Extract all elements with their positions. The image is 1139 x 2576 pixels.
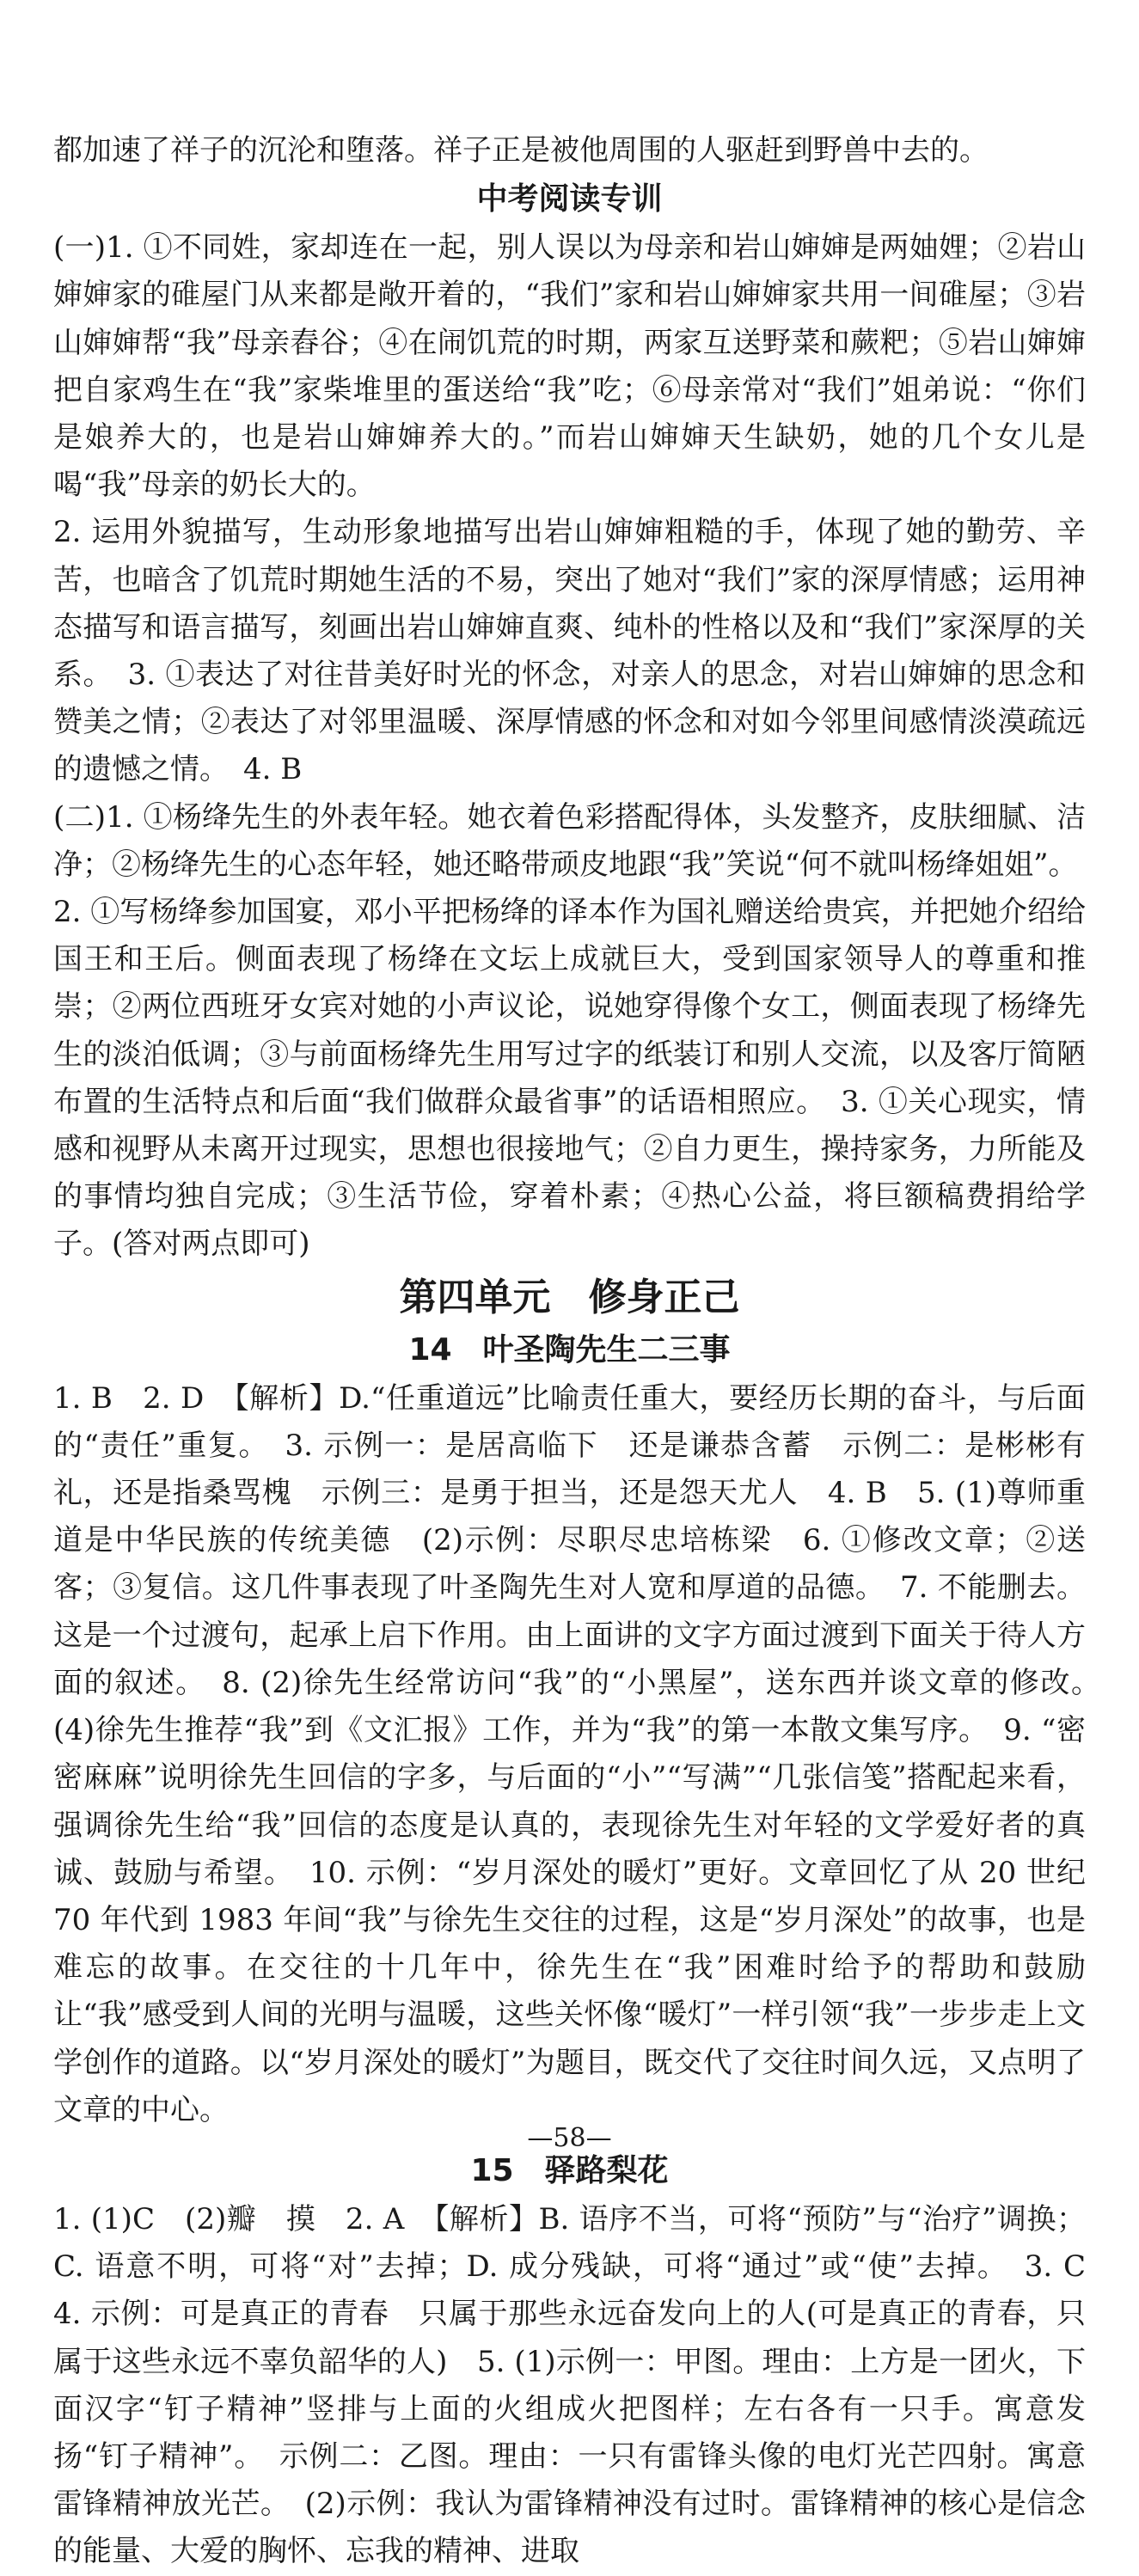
page-number: —58— (527, 2123, 612, 2153)
intro-paragraph: 都加速了祥子的沉沦和堕落。祥子正是被他周围的人驱赶到野兽中去的。 (53, 133, 989, 168)
lesson-heading-14: 14 叶圣陶先生二三事 (408, 1331, 731, 1368)
answer-paragraph-4: 2. ①写杨绛参加国宴，邓小平把杨绛的译本作为国礼赠送给贵宾，并把她介绍给国王和王后。侧面表现了杨绛在文坛上成就巨大，受到国家领导人的尊重和推崇；②两位西班牙女宾对她的小声议论，说她穿得像个女工，侧面表现了杨绛先生的淡泊低调；③与前面杨绛先生用写过字的纸装订和别人交流，以及客厅简陋布置的生活特点和后面“我们做群众最省事”的话语相照应。 3. ①关心现实，情感和视野从未离开过现实，思想也很接地气；②自力更生，操持家务，力所能及的事情均独自完成；③生活节俭，穿着朴素；④热心公益，将巨额稿费捐给学子。(答对两点即可) (53, 895, 1086, 1262)
answer-paragraph-6: 1. (1)C (2)瓣 摸 2. A 【解析】B. 语序不当，可将“预防”与“治疗”调换；C. 语意不明，可将“对”去掉；D. 成分残缺，可将“通过”或“使”去掉。 3. C 4. 示例：可是真正的青春 只属于那些永远奋发向上的人(可是真正的青春，只属于这些永远不辜负韶华的人) 5. (1)示例一：甲图。理由：上方是一团火，下面汉字“钉子精神”竖排与上面的火组成火把图样；左右各有一只手。寓意发扬“钉子精神”。 示例二：乙图。理由：一只有雷锋头像的电灯光芒四射。寓意雷锋精神放光芒。 (2)示例：我认为雷锋精神没有过时。雷锋精神的核心是信念的能量、大爱的胸怀、忘我的精神、进取 (53, 2201, 1115, 2569)
answer-paragraph-2: 2. 运用外貌描写，生动形象地描写出岩山婶婶粗糙的手，体现了她的勤劳、辛苦，也暗含了饥荒时期她生活的不易，突出了她对“我们”家的深厚情感；运用神态描写和语言描写，刻画出岩山婶婶直爽、纯朴的性格以及和“我们”家深厚的关系。 3. ①表达了对往昔美好时光的怀念，对亲人的思念，对岩山婶婶的思念和赞美之情；②表达了对邻里温暖、深厚情感的怀念和对如今邻里间感情淡漠疏远的遗憾之情。 4. B (53, 515, 1086, 787)
lesson-heading-15: 15 驿路梨花 (470, 2152, 669, 2188)
answer-paragraph-5: 1. B 2. D 【解析】D.“任重道远”比喻责任重大，要经历长期的奋斗，与后面的“责任”重复。 3. 示例一：是居高临下 还是谦恭含蓄 示例二：是彬彬有礼，还是指桑骂槐 示例三：是勇于担当，还是怨天尤人 4. B 5. (1)尊师重道是中华民族的传统美德 (2)示例：尽职尽忠培栋梁 6. ①修改文章；②送客；③复信。这几件事表现了叶圣陶先生对人宽和厚道的品德。 7. 不能删去。这是一个过渡句，起承上启下作用。由上面讲的文字方面过渡到下面关于待人方面的叙述。 8. (2)徐先生经常访问“我”的“小黑屋”，送东西并谈文章的修改。 (4)徐先生推荐“我”到《文汇报》工作，并为“我”的第一本散文集写序。 9. “密密麻麻”说明徐先生回信的字多，与后面的“小”“写满”“几张信笺”搭配起来看，强调徐先生给“我”回信的态度是认真的，表现徐先生对年轻的文学爱好者的真诚、鼓励与希望。 10. 示例：“岁月深处的暖灯”更好。文章回忆了从 20 世纪 70 年代到 1983 年间“我”与徐先生交往的过程，这是“岁月深处”的故事，也是难忘的故事。在交往的十几年中，徐先生在“我”困难时给予的帮助和鼓励让“我”感受到人间的光明与温暖，这些关怀像“暖灯”一样引领“我”一步步走上文学创作的道路。以“岁月深处的暖灯”为题目，既交代了交往时间久远，又点明了文章的中心。 (53, 1380, 1115, 2127)
section-heading-reading: 中考阅读专训 (476, 181, 663, 217)
answer-paragraph-3: (二)1. ①杨绛先生的外表年轻。她衣着色彩搭配得体，头发整齐，皮肤细腻、洁净；②杨绛先生的心态年轻，她还略带顽皮地跟“我”笑说“何不就叫杨绛姐姐”。 (53, 799, 1086, 882)
unit-heading: 第四单元 修身正己 (399, 1275, 740, 1319)
answer-paragraph-1: (一)1. ①不同姓，家却连在一起，别人误以为母亲和岩山婶婶是两妯娌；②岩山婶婶家的碓屋门从来都是敞开着的，“我们”家和岩山婶婶家共用一间碓屋；③岩山婶婶帮“我”母亲舂谷；④在闹饥荒的时期，两家互送野菜和蕨粑；⑤岩山婶婶把自家鸡生在“我”家柴堆里的蛋送给“我”吃；⑥母亲常对“我们”姐弟说：“你们是娘养大的，也是岩山婶婶养大的。”而岩山婶婶天生缺奶，她的几个女儿是喝“我”母亲的奶长大的。 (53, 230, 1086, 503)
answer-body (53, 127, 1115, 2576)
